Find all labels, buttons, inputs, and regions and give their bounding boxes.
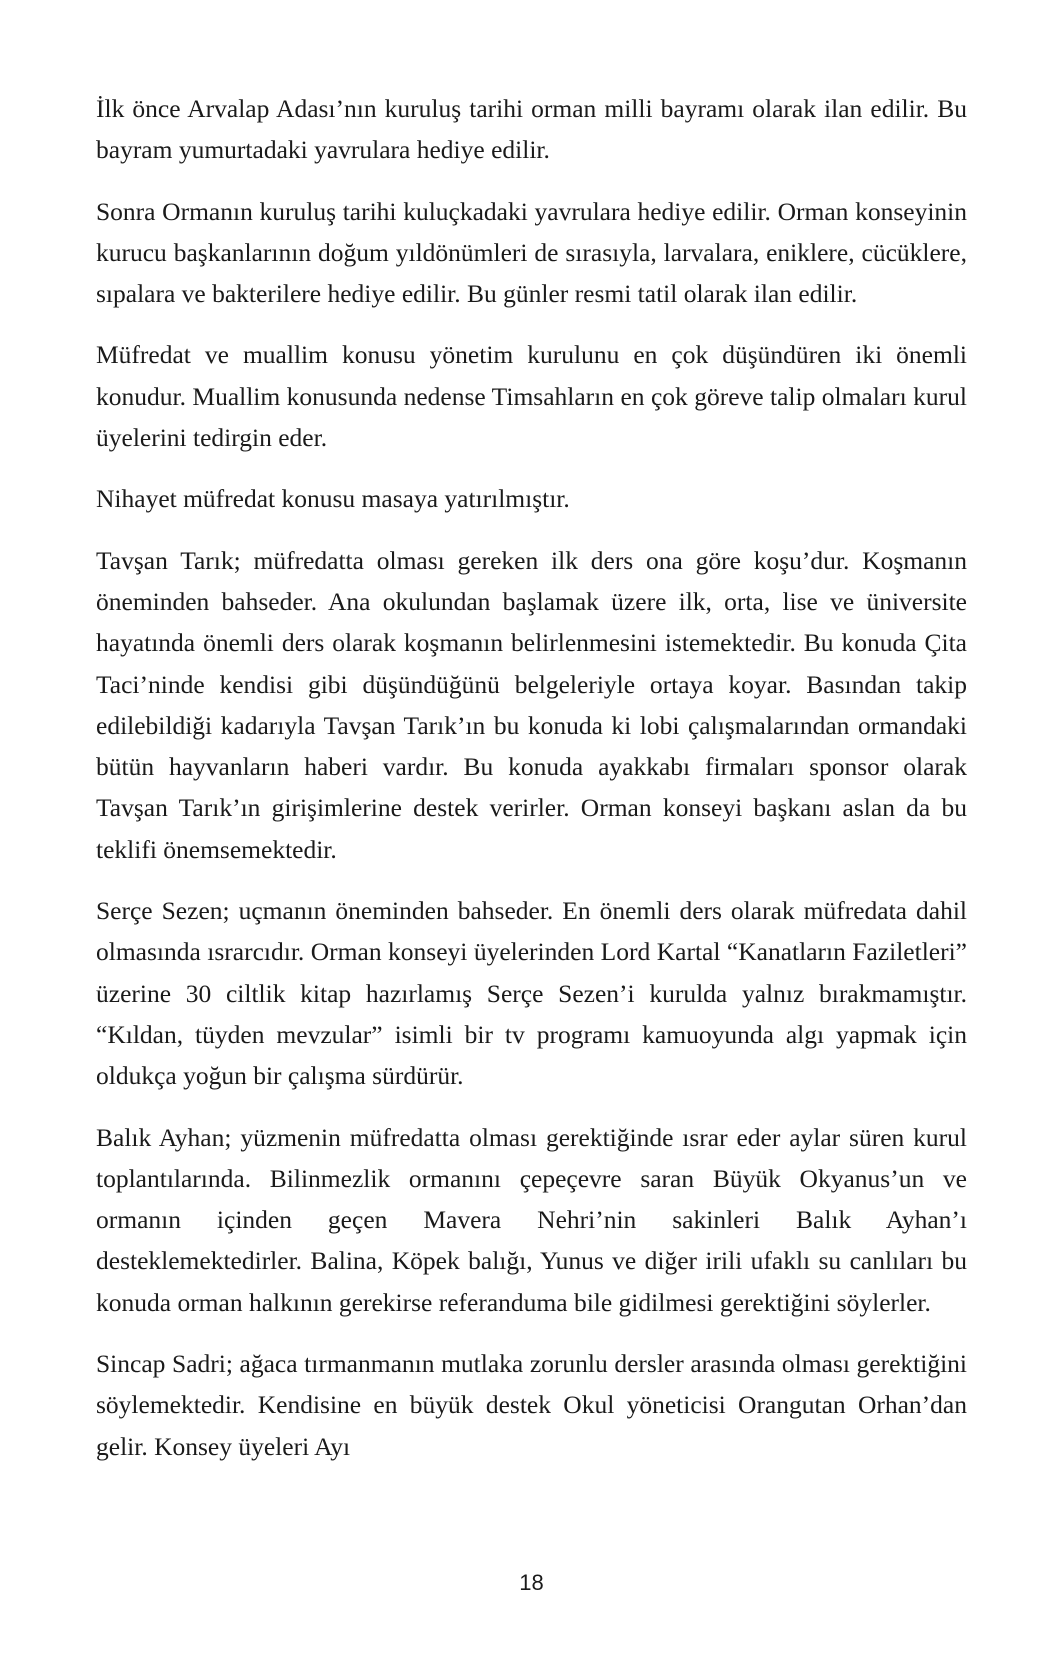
paragraph: Nihayet müfredat konusu masaya yatırılmıştır. (96, 484, 570, 514)
paragraph: Sonra Ormanın kuruluş tarihi kuluçkadaki yavrulara hediye edilir. Orman konseyinin kurucu başkanlarının doğum yıldönümleri de sırasıyla, larvalara, eniklere, cücüklere, sıpalara ve bakterilere hediye edilir. Bu günler resmi tatil olarak ilan edilir. (96, 196, 967, 309)
page-body (96, 88, 967, 1467)
paragraph: Serçe Sezen; uçmanın öneminden bahseder. En önemli ders olarak müfredata dahil olmasında ısrarcıdır. Orman konseyi üyelerinden Lord Kartal “Kanatların Faziletleri” üzerine 30 ciltlik kitap hazırlamış Serçe Sezen’i kurulda yalnız bırakmamıştır. “Kıldan, tüyden mevzular” isimli bir tv programı kamuoyunda algı yapmak için oldukça yoğun bir çalışma sürdürür. (96, 896, 967, 1091)
paragraph: Müfredat ve muallim konusu yönetim kurulunu en çok düşündüren iki önemli konudur. Muallim konusunda nedense Timsahların en çok göreve talip olmaları kurul üyelerini tedirgin eder. (96, 340, 967, 453)
paragraph: İlk önce Arvalap Adası’nın kuruluş tarihi orman milli bayramı olarak ilan edilir. Bu bayram yumurtadaki yavrulara hediye edilir. (96, 94, 967, 165)
paragraph: Sincap Sadri; ağaca tırmanmanın mutlaka zorunlu dersler arasında olması gerektiğini söylemektedir. Kendisine en büyük destek Okul yöneticisi Orangutan Orhan’dan gelir. Konsey üyeleri Ayı (96, 1349, 967, 1461)
paragraph: Tavşan Tarık; müfredatta olması gereken ilk ders ona göre koşu’dur. Koşmanın öneminden bahseder. Ana okulundan başlamak üzere ilk, orta, lise ve üniversite hayatında önemli ders olarak koşmanın belirlenmesini istemektedir. Bu konuda Çita Taci’ninde kendisi gibi düşündüğünü belgeleriyle ortaya koyar. Basından takip edilebildiği kadarıyla Tavşan Tarık’ın bu konuda ki lobi çalışmalarından ormandaki bütün hayvanların haberi vardır. Bu konuda ayakkabı firmaları sponsor olarak Tavşan Tarık’ın girişimlerine destek verirler. Orman konseyi başkanı aslan da bu teklifi önemsemektedir. (96, 545, 967, 864)
paragraph: Balık Ayhan; yüzmenin müfredatta olması gerektiğinde ısrar eder aylar süren kurul toplantılarında. Bilinmezlik ormanını çepeçevre saran Büyük Okyanus’un ve ormanın içinden geçen Mavera Nehri’nin sakinleri Balık Ayhan’ı desteklemektedirler. Balina, Köpek balığı, Yunus ve diğer irili ufaklı su canlıları bu konuda orman halkının gerekirse referanduma bile gidilmesi gerektiğini söylerler. (96, 1122, 967, 1317)
page-number: 18 (519, 1570, 544, 1595)
